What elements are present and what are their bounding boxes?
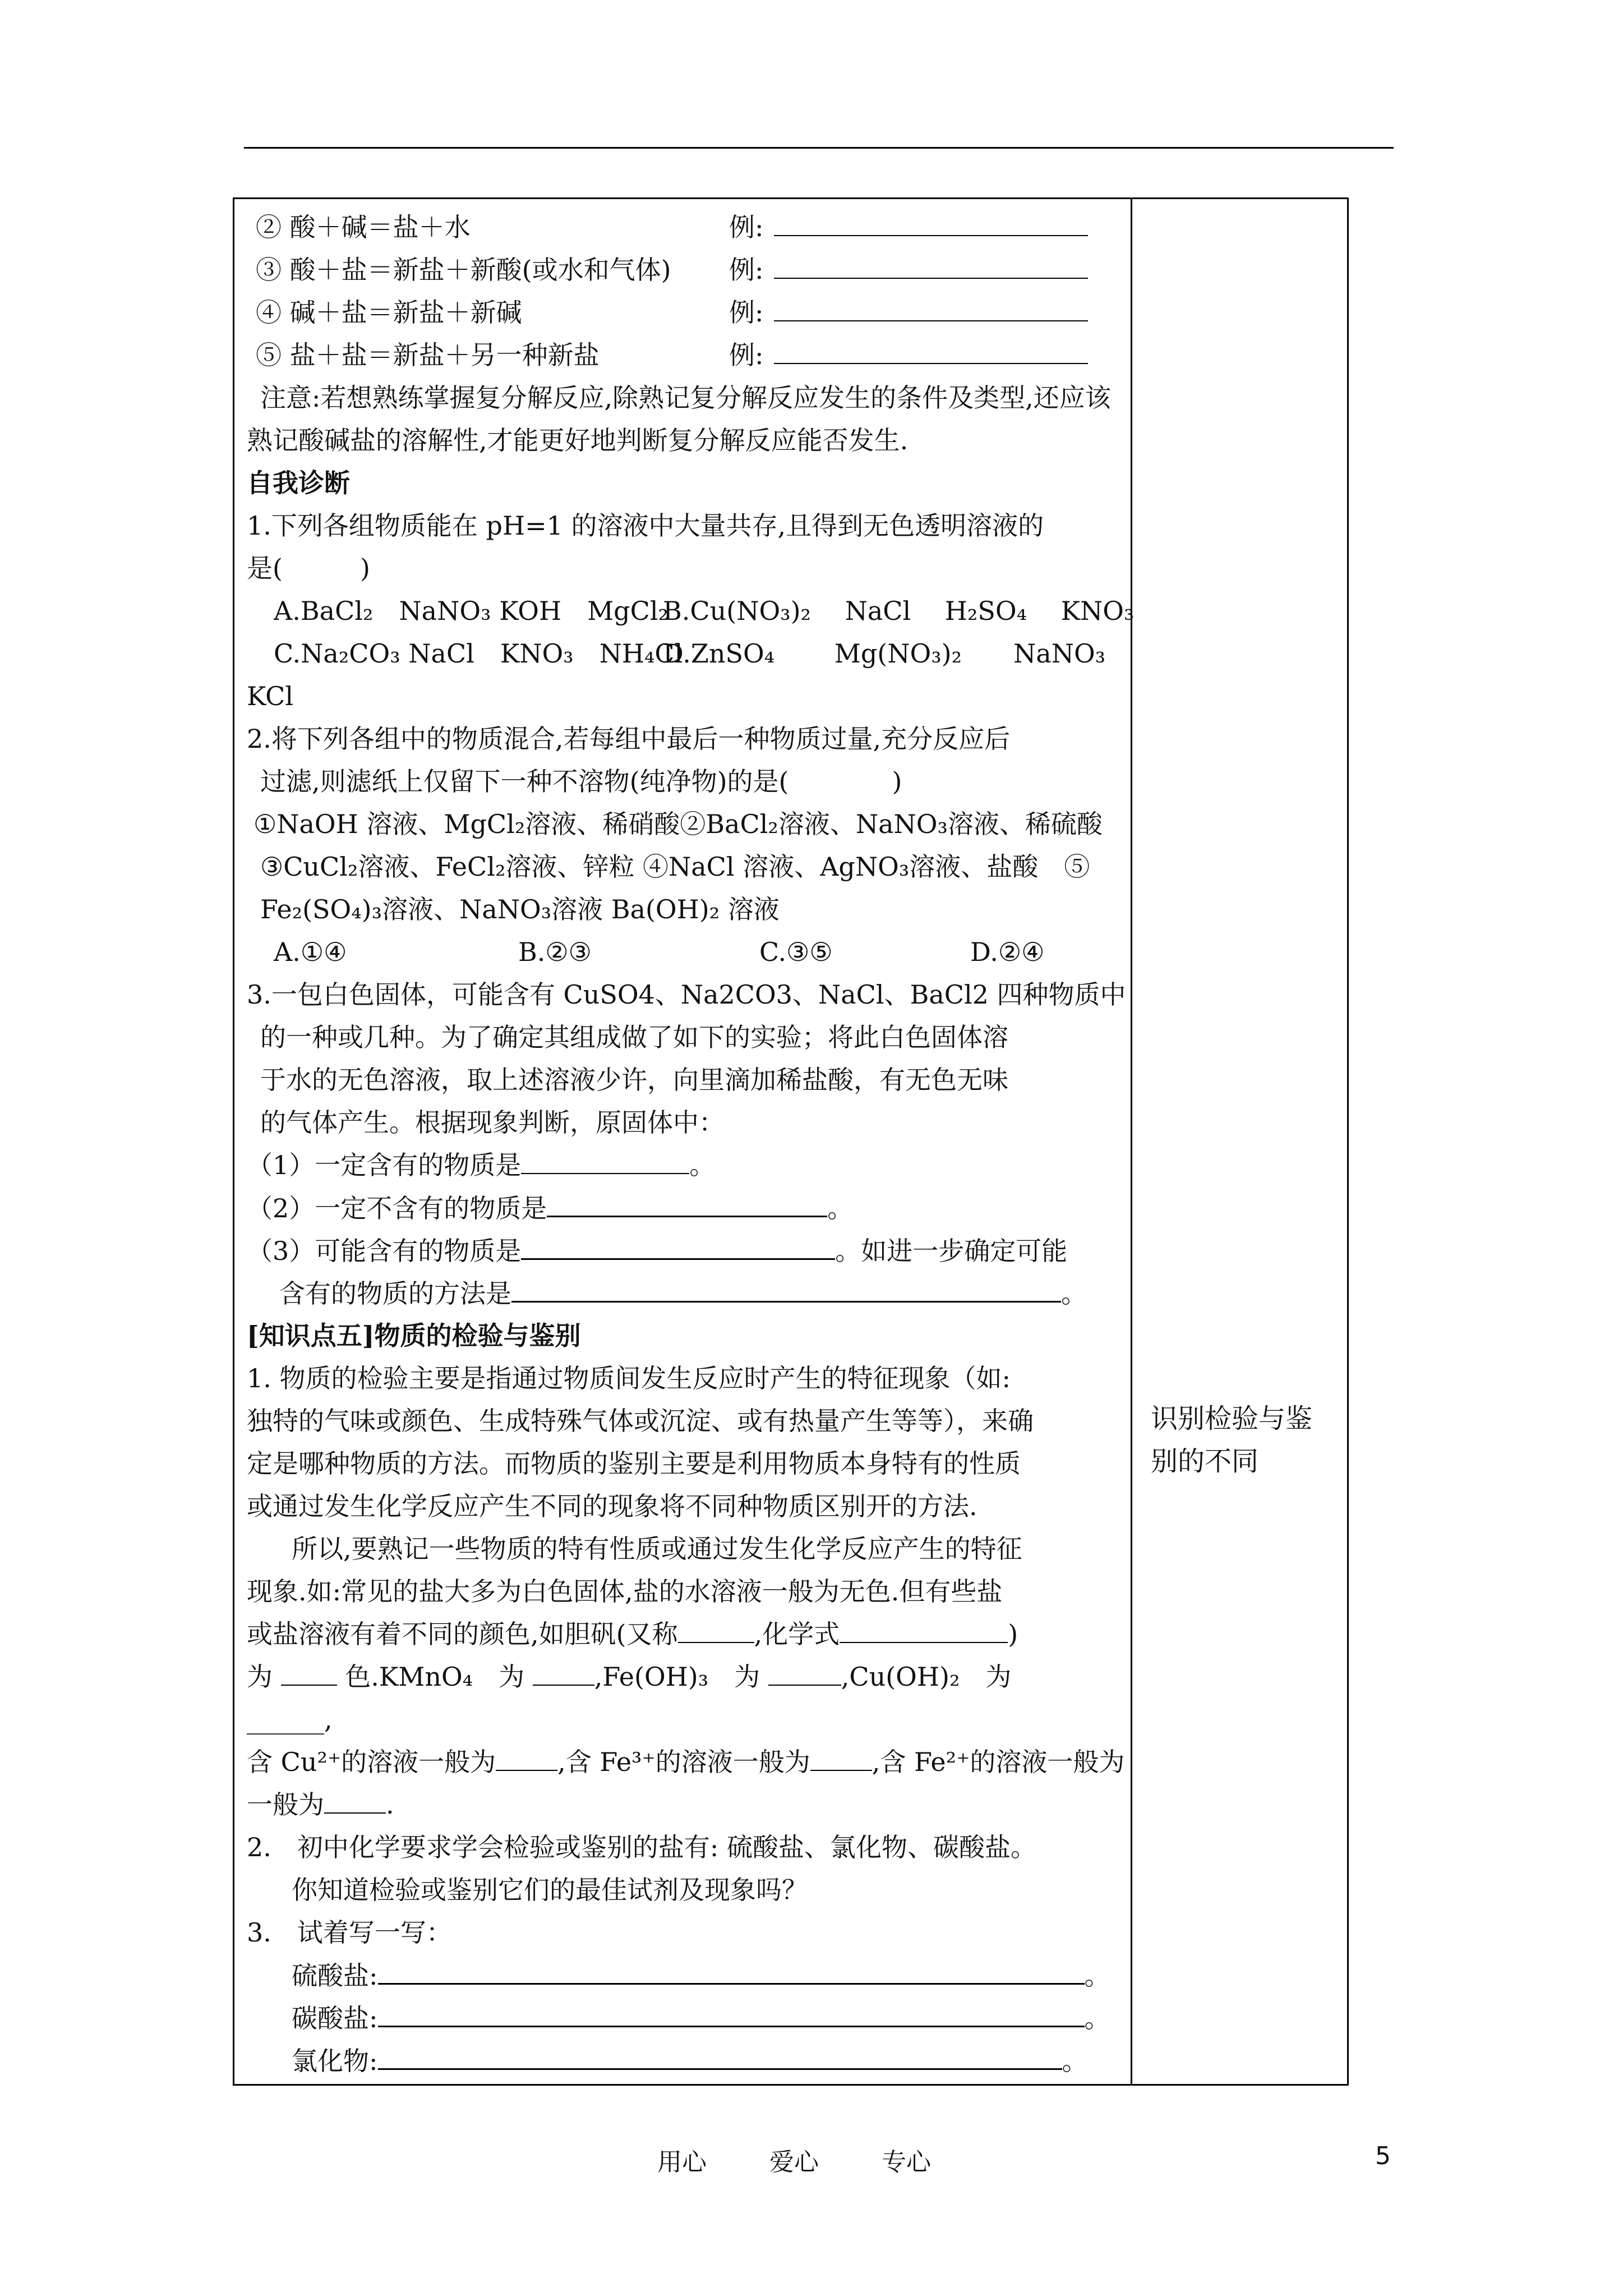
note-paragraph: 注意:若想熟练掌握复分解反应,除熟记复分解反应发生的条件及类型,还应该熟记酸碱盐的溶解性,才能更好地判断复分解反应能否发生.: [247, 383, 1111, 455]
q3-sub-3: [247, 1229, 1127, 1272]
period: 。: [689, 1150, 716, 1180]
text: 为: [247, 1662, 273, 1692]
text: 含 Cu²⁺的溶液一般为: [247, 1747, 496, 1777]
answer-blank[interactable]: [774, 249, 1088, 279]
ion-colors-line: [247, 1783, 1127, 1826]
option-c: C.③⑤: [759, 937, 833, 967]
text: 或盐溶液有着不同的颜色,如胆矾(又称: [247, 1619, 678, 1649]
footer-motto: 用心: [657, 2148, 707, 2177]
q2-item-line: ①NaOH 溶液、MgCl₂溶液、稀硝酸②BaCl₂溶液、NaNO₃溶液、稀硫酸: [253, 809, 1103, 839]
sub-label: 含有的物质的方法是: [279, 1278, 511, 1309]
answer-blank[interactable]: [840, 1613, 1008, 1643]
answer-blank[interactable]: [774, 291, 1088, 321]
kp5-p2-line: [247, 1655, 1127, 1698]
period: 。: [1062, 2046, 1088, 2076]
answer-blank[interactable]: [810, 1741, 872, 1771]
option-b: B.②③: [518, 937, 592, 967]
question-3-line: 于水的无色溶液，取上述溶液少许，向里滴加稀盐酸，有无色无味: [260, 1065, 1008, 1095]
kp5-p4-line: 3. 试着写一写：: [247, 1917, 452, 1948]
section-heading: 自我诊断: [247, 468, 350, 498]
kp5-p2-line: 所以,要熟记一些物质的特有性质或通过发生化学反应产生的特征: [292, 1534, 1022, 1564]
q1-options-row: [247, 632, 1127, 675]
question-3-line: 3.一包白色固体，可能含有 CuSO4、Na2CO3、NaCl、BaCl2 四种物质中: [247, 979, 1126, 1010]
rule-row: [247, 334, 1127, 376]
kp5-p2-line: ______,: [247, 1704, 333, 1734]
answer-blank[interactable]: [768, 1655, 841, 1686]
sub-tail: 。如进一步确定可能: [835, 1236, 1068, 1266]
write-row: [247, 1996, 1127, 2039]
rule-row: [247, 291, 1127, 334]
column-divider: [1131, 199, 1132, 2084]
answer-blank[interactable]: [324, 1783, 386, 1814]
ion-colors-line: [247, 1741, 1127, 1783]
answer-blank[interactable]: [547, 1186, 827, 1217]
rule-label: ④ 碱＋盐＝新盐＋新碱: [256, 297, 522, 328]
answer-blank[interactable]: [378, 1954, 1085, 1985]
question-1-stem-end: 是( ): [247, 553, 370, 583]
salt-label: 硫酸盐:: [292, 1961, 378, 1991]
option-d: D.②④: [970, 937, 1045, 967]
question-3-line: 的一种或几种。为了确定其组成做了如下的实验；将此白色固体溶: [260, 1022, 1008, 1052]
rule-row: [247, 206, 1127, 249]
option-d-tail: KCl: [247, 681, 294, 711]
answer-blank[interactable]: [521, 1229, 835, 1260]
text: ,Fe(OH)₃ 为: [594, 1662, 760, 1692]
kp5-p1-line: 或通过发生化学反应产生不同的现象将不同种物质区别开的方法.: [247, 1491, 978, 1521]
q3-sub-4: [247, 1272, 1127, 1314]
text: ,含 Fe³⁺的溶液一般为: [557, 1747, 810, 1777]
answer-blank[interactable]: [496, 1741, 557, 1771]
text: ): [1008, 1619, 1018, 1649]
period: 。: [827, 1193, 854, 1223]
question-3-line: 的气体产生。根据现象判断，原固体中：: [260, 1107, 725, 1138]
text: ,化学式: [754, 1619, 840, 1649]
period: 。: [1084, 2003, 1110, 2033]
example-label: 例:: [729, 212, 764, 242]
kp5-p3-line: 你知道检验或鉴别它们的最佳试剂及现象吗？: [292, 1875, 808, 1905]
question-2-stem-end: 过滤,则滤纸上仅留下一种不溶物(纯净物)的是( ): [260, 766, 902, 797]
question-1-stem: 1.下列各组物质能在 pH=1 的溶液中大量共存,且得到无色透明溶液的: [247, 510, 1044, 541]
q2-item-line: Fe₂(SO₄)₃溶液、NaNO₃溶液 Ba(OH)₂ 溶液: [260, 894, 780, 924]
kp5-p2-line: 现象.如:常见的盐大多为白色固体,盐的水溶液一般为无色.但有些盐: [247, 1576, 1003, 1607]
answer-blank[interactable]: [511, 1272, 1061, 1303]
example-label: 例:: [729, 297, 764, 328]
salt-label: 氯化物:: [292, 2046, 378, 2076]
sub-label: （2）一定不含有的物质是: [247, 1193, 547, 1223]
answer-blank[interactable]: [521, 1144, 689, 1174]
option-a: A.BaCl₂ NaNO₃ KOH MgCl₂: [274, 596, 668, 626]
kp5-p1-line: 定是哪种物质的方法。而物质的鉴别主要是利用物质本身特有的性质: [247, 1448, 1021, 1479]
footer-motto: 爱心: [769, 2148, 819, 2177]
example-label: 例:: [729, 255, 764, 285]
answer-blank[interactable]: [378, 1996, 1085, 2027]
question-2-stem: 2.将下列各组中的物质混合,若每组中最后一种物质过量,充分反应后: [247, 724, 1011, 754]
rule-label: ③ 酸＋盐＝新盐＋新酸(或水和气体): [256, 255, 671, 285]
side-note: 识别检验与鉴别的不同: [1151, 1403, 1313, 1477]
text: 色.KMnO₄ 为: [345, 1662, 525, 1692]
option-a: A.①④: [274, 937, 347, 967]
rule-label: ⑤ 盐＋盐＝新盐＋另一种新盐: [256, 340, 600, 370]
header-rule: [244, 147, 1394, 149]
write-row: [247, 2039, 1127, 2082]
q2-options-row: [247, 931, 1127, 973]
text: ,Cu(OH)₂ 为: [841, 1662, 1012, 1692]
kp5-p1-line: 独特的气味或颜色、生成特殊气体或沉淀、或有热量产生等等），来确: [247, 1406, 1034, 1436]
lesson-table: [233, 197, 1349, 2086]
kp5-p3-line: 2. 初中化学要求学会检验或鉴别的盐有: 硫酸盐、氯化物、碳酸盐。: [247, 1832, 1037, 1862]
footer-motto: 专心: [882, 2148, 931, 2177]
rule-label: ② 酸＋碱＝盐＋水: [256, 212, 471, 242]
option-d: D.ZnSO₄ Mg(NO₃)₂ NaNO₃: [663, 638, 1106, 669]
rule-row: [247, 249, 1127, 291]
text: .: [386, 1789, 394, 1820]
q3-sub-2: [247, 1186, 1127, 1229]
example-label: 例:: [729, 340, 764, 370]
period: 。: [1061, 1278, 1087, 1309]
page-number: 5: [1375, 2142, 1391, 2170]
answer-blank[interactable]: [774, 206, 1088, 236]
text: ,含 Fe²⁺的溶液一般为: [872, 1747, 1125, 1777]
main-column: [247, 206, 1135, 2082]
option-b: B.Cu(NO₃)₂ NaCl H₂SO₄ KNO₃: [663, 596, 1135, 626]
section-heading: [知识点五]物质的检验与鉴别: [247, 1320, 581, 1351]
q2-item-line: ③CuCl₂溶液、FeCl₂溶液、锌粒 ④NaCl 溶液、AgNO₃溶液、盐酸 ⑤: [260, 852, 1090, 882]
option-c: C.Na₂CO₃ NaCl KNO₃ NH₄Cl: [274, 638, 683, 669]
answer-blank[interactable]: [774, 334, 1088, 364]
period: 。: [1084, 1961, 1110, 1991]
answer-blank[interactable]: [678, 1613, 754, 1643]
write-row: [247, 1954, 1127, 1996]
kp5-p1-line: 1. 物质的检验主要是指通过物质间发生反应时产生的特征现象（如:: [247, 1363, 1011, 1393]
kp5-p2-line: [247, 1613, 1127, 1655]
q1-options-row: [247, 590, 1135, 632]
sub-label: （3）可能含有的物质是: [247, 1236, 522, 1266]
sub-label: （1）一定含有的物质是: [247, 1150, 522, 1180]
q3-sub-1: [247, 1144, 1127, 1186]
text: 一般为: [247, 1789, 324, 1820]
salt-label: 碳酸盐:: [292, 2003, 378, 2033]
answer-blank[interactable]: [378, 2039, 1062, 2070]
answer-blank[interactable]: [533, 1655, 594, 1686]
answer-blank[interactable]: [281, 1655, 337, 1686]
